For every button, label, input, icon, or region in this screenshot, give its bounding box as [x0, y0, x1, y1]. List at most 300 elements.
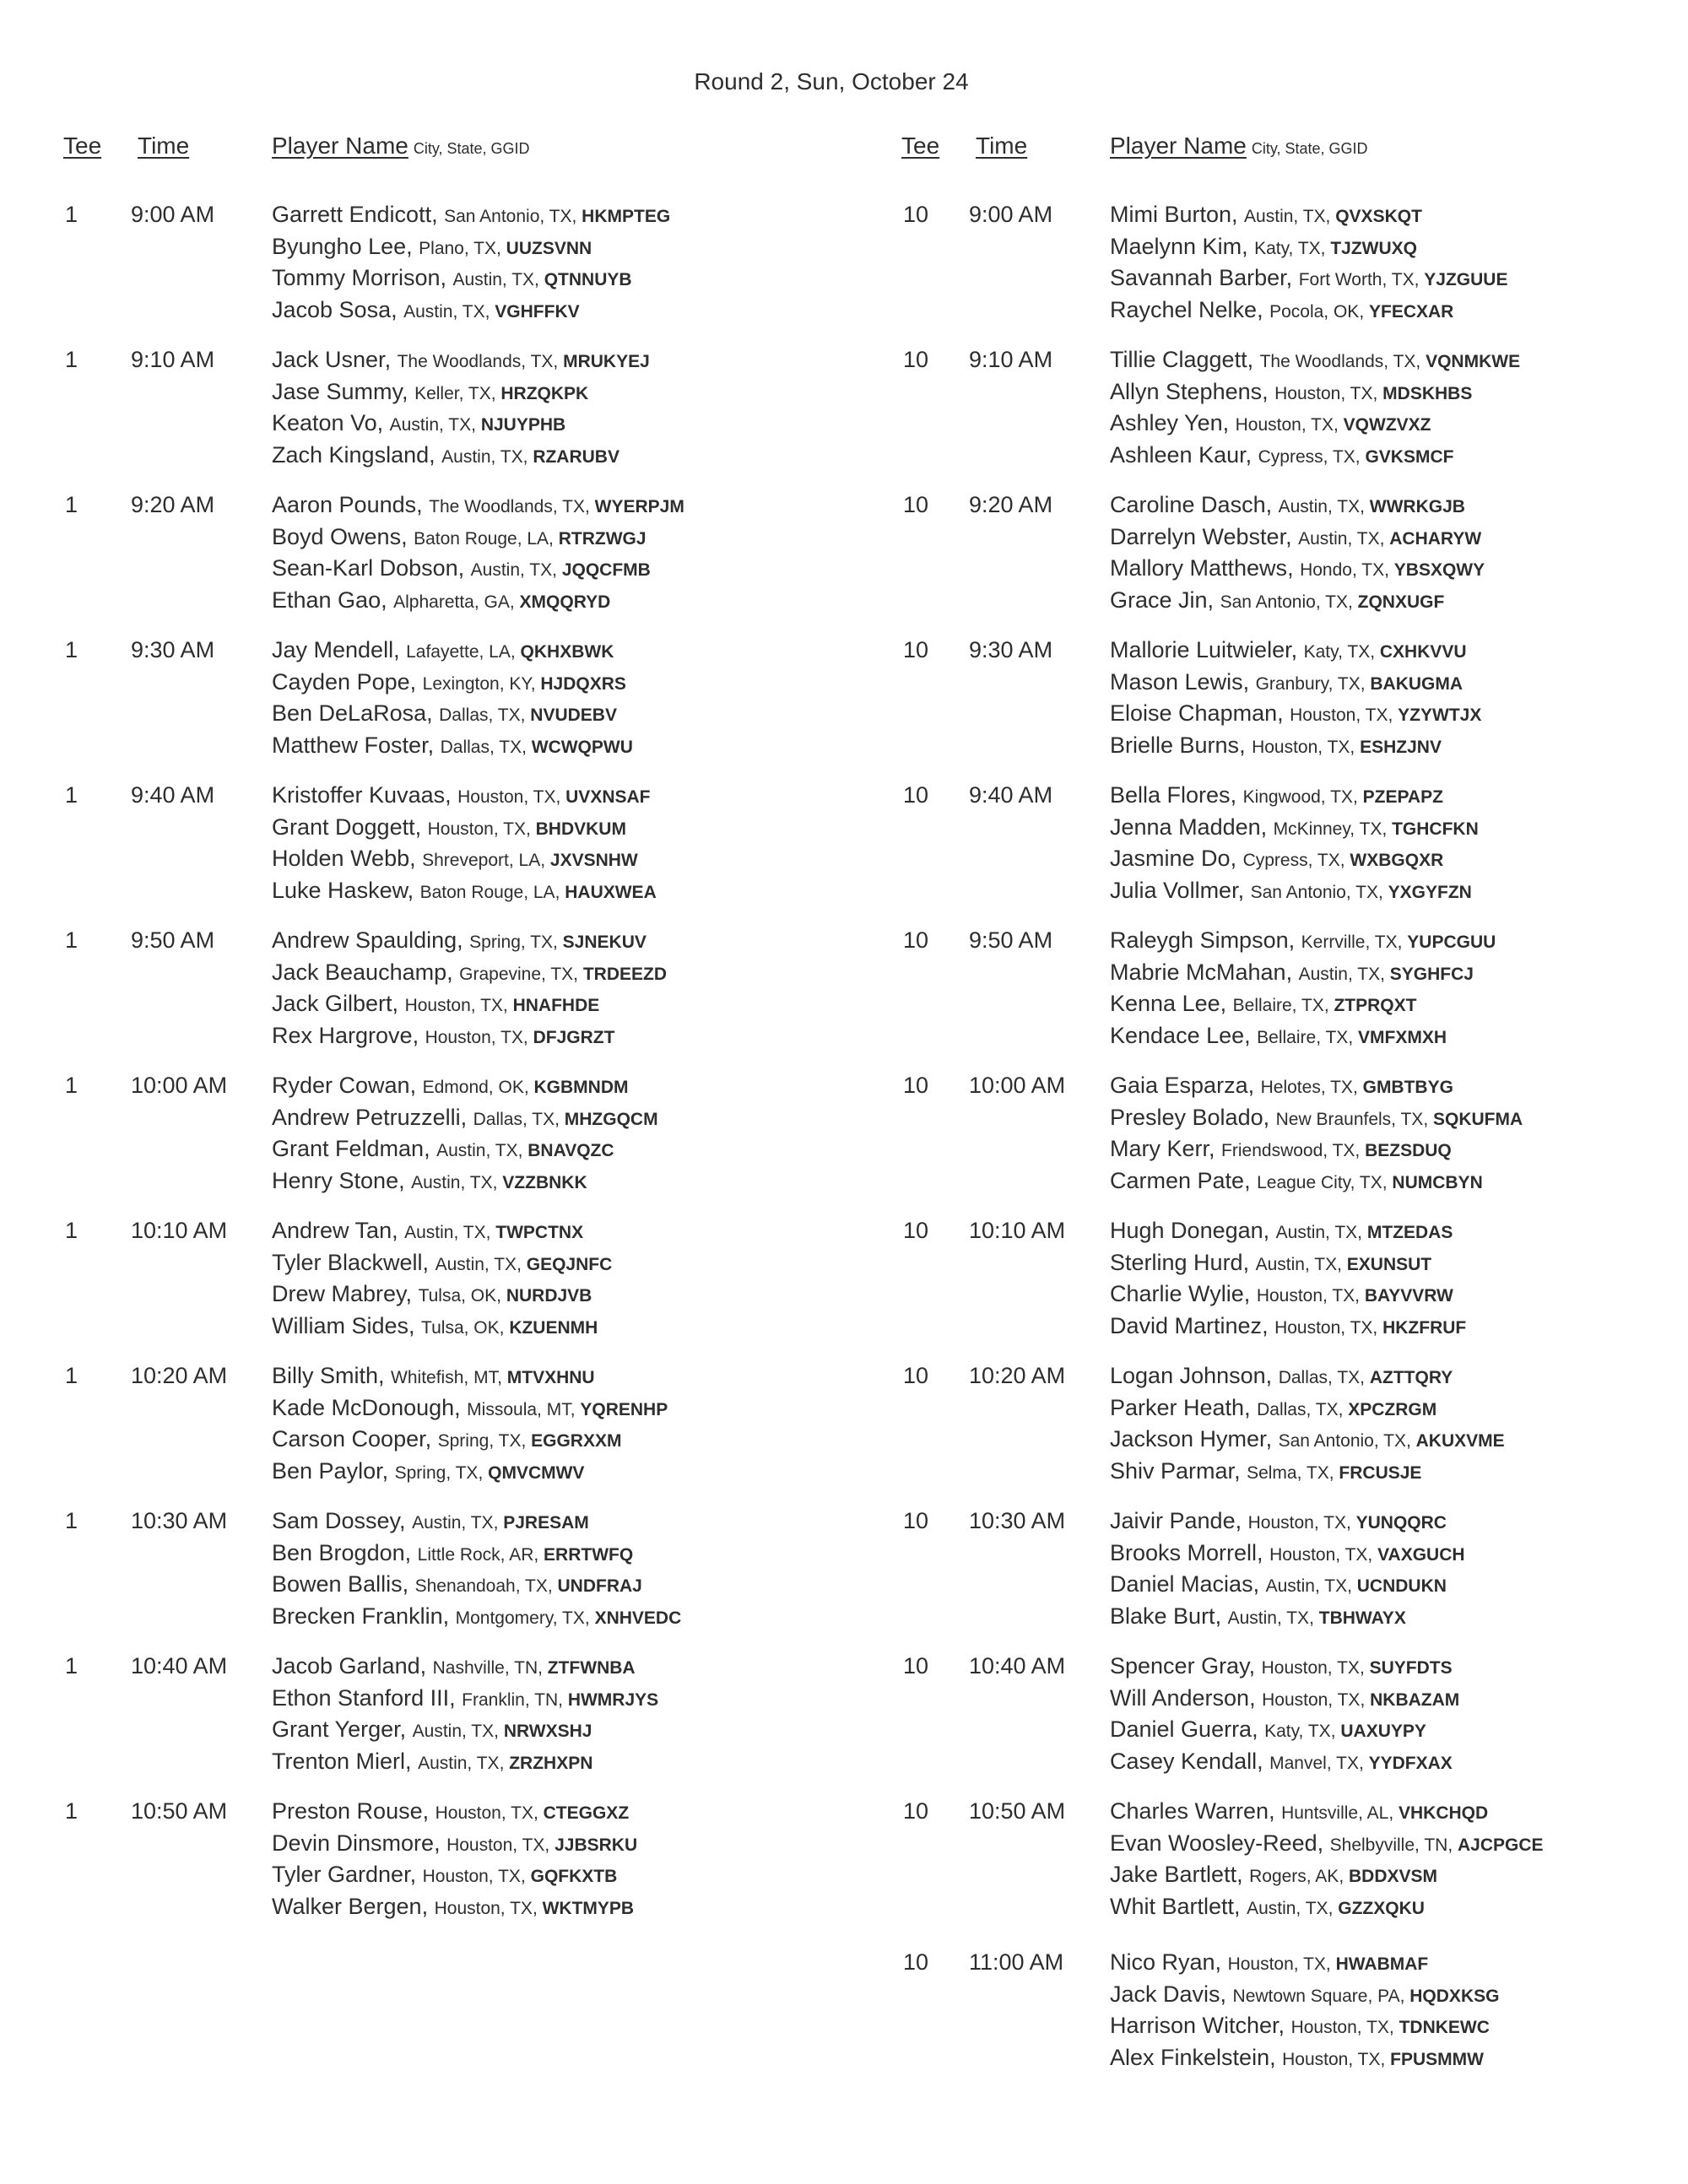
player-name: Kendace Lee	[1110, 1022, 1245, 1048]
tee-number: 10	[903, 1508, 929, 1533]
player-ggid: VHKCHQD	[1398, 1803, 1489, 1823]
tee-time-group	[901, 199, 1661, 344]
player-name: Jack Davis	[1110, 1981, 1220, 2007]
player-ggid: HQDXKSG	[1409, 1986, 1500, 2006]
tee-time-group	[63, 1070, 874, 1215]
separator: ,	[1337, 1254, 1347, 1274]
player-name: Kenna Lee	[1110, 991, 1220, 1017]
player-row: Jaivir Pande, Houston, TX, YUNQQRC	[1110, 1508, 1447, 1533]
player-ggid: TRDEEZD	[582, 964, 667, 984]
player-row: Jack Beauchamp, Grapevine, TX, TRDEEZD	[272, 959, 667, 985]
player-name: Brecken Franklin	[272, 1603, 443, 1629]
player-row: Julia Vollmer, San Antonio, TX, YXGYFZN	[1110, 877, 1472, 903]
player-name: Mabrie McMahan	[1110, 959, 1286, 985]
tee-time: 10:10 AM	[969, 1218, 1066, 1243]
player-location: Houston, TX	[1269, 1544, 1368, 1565]
player-name: Tyler Blackwell	[272, 1249, 423, 1275]
player-row: Jenna Madden, McKinney, TX, TGHCFKN	[1110, 814, 1479, 840]
player-location: Edmond, OK	[422, 1078, 524, 1097]
player-ggid: QTNNUYB	[544, 270, 632, 290]
player-name: Henry Stone	[272, 1167, 399, 1193]
player-name: Maelynn Kim	[1110, 233, 1242, 259]
player-name: Nico Ryan	[1110, 1949, 1215, 1975]
player-name: Jake Bartlett	[1110, 1862, 1237, 1888]
player-location: San Antonio, TX	[1220, 592, 1348, 612]
player-name: Drew Mabrey	[272, 1281, 406, 1307]
player-ggid: CXHKVVU	[1379, 642, 1467, 662]
player-name: Andrew Petruzzelli	[272, 1104, 461, 1130]
tee-time-group	[63, 1651, 874, 1796]
player-row: Andrew Spaulding, Spring, TX, SJNEKUV	[272, 927, 647, 953]
separator: ,	[533, 1803, 544, 1823]
player-ggid: MTZEDAS	[1366, 1223, 1453, 1242]
tee-time: 9:40 AM	[131, 782, 215, 808]
tee-time-group	[901, 925, 1661, 1070]
tee-time-group	[63, 1215, 874, 1360]
player-ggid: UUZSVNN	[506, 238, 592, 258]
player-location: Austin, TX	[1298, 964, 1381, 984]
separator: ,	[1359, 1658, 1370, 1678]
separator: ,	[555, 1109, 565, 1129]
player-ggid: DFJGRZT	[533, 1027, 615, 1047]
player-name: Gaia Esparza	[1110, 1073, 1248, 1098]
separator: ,	[520, 1867, 531, 1887]
player-location: Houston, TX	[425, 1027, 523, 1047]
player-name: Jack Gilbert	[272, 991, 392, 1017]
player-name: Byungho Lee	[272, 233, 407, 259]
separator: ,	[1388, 705, 1399, 726]
player-row: Tillie Claggett, The Woodlands, TX, VQNMKWE	[1110, 347, 1521, 372]
player-name: Mallorie Luitwieler	[1110, 637, 1291, 662]
player-list	[272, 1796, 874, 1922]
player-ggid: TWPCTNX	[495, 1223, 584, 1242]
player-row: Sean-Karl Dobson, Austin, TX, JQQCFMB	[272, 555, 651, 581]
player-ggid: HJDQXRS	[540, 673, 626, 694]
player-row: Logan Johnson, Dallas, TX, AZTTQRY	[1110, 1363, 1453, 1388]
player-ggid: VQNMKWE	[1426, 352, 1521, 371]
player-row: Devin Dinsmore, Houston, TX, JJBSRKU	[272, 1830, 638, 1856]
player-ggid: YZYWTJX	[1398, 705, 1482, 726]
player-row: Holden Webb, Shreveport, LA, JXVSNHW	[272, 846, 638, 872]
separator: ,	[1382, 819, 1393, 839]
header-time: Time	[976, 132, 1028, 159]
player-list	[1110, 489, 1661, 616]
separator: ,	[1328, 1462, 1339, 1483]
tee-number: 1	[65, 202, 78, 227]
separator: ,	[1348, 1027, 1358, 1047]
player-row: Mimi Burton, Austin, TX, QVXSKQT	[1110, 202, 1422, 227]
player-row: Preston Rouse, Houston, TX, CTEGGXZ	[272, 1798, 630, 1824]
player-name: Devin Dinsmore	[272, 1830, 435, 1856]
player-ggid: NVUDEBV	[530, 705, 617, 726]
player-name: Tommy Morrison	[272, 265, 441, 291]
player-row: Kristoffer Kuvaas, Houston, TX, UVXNSAF	[272, 782, 651, 808]
player-row: Cayden Pope, Lexington, KY, HJDQXRS	[272, 668, 626, 695]
player-row: Drew Mabrey, Tulsa, OK, NURDJVB	[272, 1281, 592, 1307]
player-list	[272, 635, 874, 761]
tee-number: 10	[903, 927, 929, 953]
separator: ,	[1339, 1867, 1349, 1887]
player-row: Charlie Wylie, Houston, TX, BAYVVRW	[1110, 1281, 1453, 1307]
player-name: David Martinez	[1110, 1312, 1263, 1338]
player-location: Austin, TX	[404, 1223, 486, 1242]
player-ggid: PJRESAM	[503, 1513, 589, 1533]
separator: ,	[1360, 673, 1371, 694]
player-ggid: VQWZVXZ	[1343, 415, 1431, 435]
tee-time-group	[901, 1651, 1661, 1796]
player-list	[272, 199, 874, 326]
player-location: Keller, TX	[414, 383, 491, 403]
separator: ,	[1355, 1141, 1366, 1161]
player-name: Bowen Ballis	[272, 1571, 403, 1597]
player-location: Houston, TX	[1227, 1954, 1326, 1974]
player-name: Ryder Cowan	[272, 1073, 410, 1098]
player-location: Austin, TX	[452, 270, 535, 290]
separator: ,	[1355, 1286, 1365, 1306]
player-ggid: KGBMNDM	[533, 1078, 629, 1097]
tee-groups	[901, 199, 1661, 2092]
player-name: Jackson Hymer	[1110, 1426, 1266, 1452]
player-ggid: XMQQRYD	[519, 592, 611, 612]
separator: ,	[1333, 415, 1344, 435]
player-row: Ashley Yen, Houston, TX, VQWZVXZ	[1110, 410, 1431, 436]
player-location: New Braunfels, TX	[1275, 1109, 1424, 1129]
player-location: Austin, TX	[1247, 1898, 1328, 1918]
player-location: Whitefish, MT	[391, 1368, 498, 1387]
tee-time: 9:10 AM	[131, 347, 215, 372]
player-location: Houston, TX	[1290, 2018, 1389, 2038]
player-location: Houston, TX	[422, 1867, 521, 1887]
player-name: Daniel Guerra	[1110, 1716, 1252, 1743]
player-location: Austin, TX	[1265, 1576, 1348, 1597]
separator: ,	[1360, 497, 1370, 516]
player-row: Spencer Gray, Houston, TX, SUYFDTS	[1110, 1653, 1453, 1679]
player-row: Allyn Stephens, Houston, TX, MDSKHBS	[1110, 378, 1473, 404]
player-row: Grant Doggett, Houston, TX, BHDVKUM	[272, 814, 626, 840]
player-row: Mary Kerr, Friendswood, TX, BEZSDUQ	[1110, 1136, 1452, 1162]
player-location: Tulsa, OK	[421, 1317, 500, 1338]
player-list	[1110, 1215, 1661, 1342]
separator: ,	[1377, 882, 1388, 902]
player-location: Lexington, KY	[422, 673, 531, 694]
player-ggid: VZZBNKK	[502, 1172, 587, 1192]
player-location: Grapevine, TX	[459, 964, 574, 984]
player-list	[1110, 1796, 1661, 1922]
player-list	[1110, 1070, 1661, 1197]
player-ggid: TJZWUXQ	[1330, 238, 1418, 258]
player-list	[272, 1651, 874, 1777]
separator: ,	[1415, 352, 1426, 371]
player-ggid: VMFXMXH	[1358, 1027, 1447, 1047]
player-row: Jacob Sosa, Austin, TX, VGHFFKV	[272, 296, 580, 322]
player-location: Austin, TX	[1275, 1223, 1358, 1242]
player-ggid: UCNDUKN	[1356, 1576, 1447, 1597]
player-location: Franklin, TN	[462, 1689, 559, 1710]
player-row: Charles Warren, Huntsville, AL, VHKCHQD	[1110, 1798, 1489, 1824]
player-location: Spring, TX	[469, 933, 553, 952]
player-row: Grant Yerger, Austin, TX, NRWXSHJ	[272, 1716, 592, 1743]
separator: ,	[1338, 1399, 1349, 1419]
player-row: Matthew Foster, Dallas, TX, WCWQPWU	[272, 732, 633, 758]
player-list	[1110, 1360, 1661, 1487]
header-tee: Tee	[63, 132, 102, 159]
player-ggid: UVXNSAF	[565, 787, 651, 807]
column-header	[63, 132, 874, 165]
player-name: Holden Webb	[272, 846, 410, 872]
tee-number: 1	[65, 1508, 78, 1533]
separator: ,	[1397, 933, 1408, 952]
player-row: Tyler Blackwell, Austin, TX, GEQJNFC	[272, 1249, 613, 1275]
player-name: Hugh Donegan	[1110, 1218, 1263, 1243]
tee-number: 10	[903, 1949, 929, 1975]
player-location: Houston, TX	[434, 1898, 533, 1918]
player-location: Austin, TX	[412, 1513, 494, 1533]
player-location: Spring, TX	[437, 1431, 522, 1451]
player-row: Whit Bartlett, Austin, TX, GZZXQKU	[1110, 1893, 1425, 1919]
tee-time: 9:30 AM	[131, 637, 215, 662]
separator: ,	[1357, 1223, 1367, 1242]
player-ggid: TDNKEWC	[1399, 2018, 1490, 2038]
player-location: Pocola, OK	[1269, 301, 1360, 322]
tee-time-group	[901, 1215, 1661, 1360]
player-name: Trenton Mierl	[272, 1748, 406, 1774]
header-player: Player Name	[1110, 132, 1247, 159]
player-list	[272, 780, 874, 906]
player-name: Walker Bergen	[272, 1893, 422, 1919]
tee-time: 9:30 AM	[969, 637, 1053, 662]
player-name: Rex Hargrove	[272, 1022, 413, 1048]
player-ggid: MHZGQCM	[564, 1109, 658, 1129]
tee-time: 9:50 AM	[131, 927, 215, 953]
separator: ,	[555, 787, 566, 807]
player-location: League City, TX	[1257, 1172, 1382, 1192]
player-name: Matthew Foster	[272, 732, 428, 758]
separator: ,	[1355, 446, 1366, 467]
player-ggid: JQQCFMB	[561, 560, 651, 581]
player-name: Spencer Gray	[1110, 1653, 1249, 1679]
player-location: Katy, TX	[1264, 1722, 1331, 1742]
player-location: Austin, TX	[412, 1722, 495, 1742]
separator: ,	[510, 642, 521, 662]
separator: ,	[1399, 1986, 1410, 2006]
player-ggid: QMVCMWV	[488, 1462, 585, 1483]
player-location: Newtown Square, PA	[1232, 1986, 1400, 2006]
tee-number: 1	[65, 492, 78, 517]
player-ggid: FPUSMMW	[1390, 2049, 1484, 2069]
player-location: Lafayette, LA	[406, 642, 511, 662]
player-location: Houston, TX	[1235, 415, 1334, 435]
player-location: Austin, TX	[1244, 207, 1326, 226]
tee-time: 9:10 AM	[969, 347, 1053, 372]
player-row: Ethan Gao, Alpharetta, GA, XMQQRYD	[272, 587, 611, 613]
separator: ,	[571, 207, 582, 226]
tee-time: 10:20 AM	[969, 1363, 1066, 1388]
tee-number: 10	[903, 492, 929, 517]
player-row: Maelynn Kim, Katy, TX, TJZWUXQ	[1110, 233, 1418, 259]
player-location: Montgomery, TX	[455, 1608, 585, 1628]
tee-time-group	[63, 925, 874, 1070]
player-ggid: QVXSKQT	[1335, 207, 1422, 226]
separator: ,	[553, 933, 563, 952]
player-row: Caroline Dasch, Austin, TX, WWRKGJB	[1110, 492, 1465, 517]
player-name: Jenna Madden	[1110, 814, 1261, 840]
player-ggid: ZTPRQXT	[1334, 996, 1417, 1016]
separator: ,	[1339, 851, 1350, 871]
player-location: Austin, TX	[411, 1172, 493, 1192]
player-ggid: EGGRXXM	[531, 1431, 622, 1451]
player-location: Austin, TX	[403, 301, 485, 322]
tee-number: 1	[65, 1653, 78, 1679]
player-ggid: UNDFRAJ	[557, 1576, 642, 1597]
separator: ,	[532, 1898, 543, 1918]
player-ggid: VGHFFKV	[495, 301, 580, 322]
player-row: Ben Brogdon, Little Rock, AR, ERRTWFQ	[272, 1539, 634, 1565]
player-row: Aaron Pounds, The Woodlands, TX, WYERPJM	[272, 492, 684, 517]
player-name: Mallory Matthews	[1110, 555, 1288, 581]
player-location: Houston, TX	[457, 787, 556, 807]
player-location: Austin, TX	[1298, 528, 1380, 549]
player-name: Aaron Pounds	[272, 492, 417, 517]
separator: ,	[1325, 1954, 1336, 1974]
player-row: Brooks Morrell, Houston, TX, VAXGUCH	[1110, 1539, 1465, 1565]
player-name: Sterling Hurd	[1110, 1249, 1243, 1275]
player-row: Will Anderson, Houston, TX, NKBAZAM	[1110, 1684, 1460, 1711]
player-ggid: YBSXQWY	[1393, 560, 1485, 581]
player-name: Ben Paylor	[272, 1457, 382, 1484]
player-name: Grant Feldman	[272, 1136, 425, 1162]
player-name: Casey Kendall	[1110, 1748, 1258, 1774]
tee-time-group	[63, 199, 874, 344]
left-column	[63, 132, 874, 1941]
player-row: Alex Finkelstein, Houston, TX, FPUSMMW	[1110, 2044, 1484, 2070]
player-location: Dallas, TX	[473, 1109, 555, 1129]
player-location: Austin, TX	[441, 446, 523, 467]
player-location: Dallas, TX	[440, 737, 522, 757]
tee-time: 10:00 AM	[131, 1073, 228, 1098]
player-location: Hondo, TX	[1300, 560, 1385, 581]
separator: ,	[517, 1254, 527, 1274]
separator: ,	[502, 996, 513, 1016]
tee-time: 9:50 AM	[969, 927, 1053, 953]
player-ggid: NRWXSHJ	[503, 1722, 592, 1742]
player-location: Dallas, TX	[1257, 1399, 1339, 1419]
separator: ,	[517, 1141, 528, 1161]
tee-number: 1	[65, 1363, 78, 1388]
tee-time: 9:20 AM	[131, 492, 215, 517]
player-ggid: BAYVVRW	[1364, 1286, 1453, 1306]
tee-time: 10:40 AM	[131, 1653, 228, 1679]
separator: ,	[522, 1027, 533, 1047]
separator: ,	[1330, 1722, 1341, 1742]
player-ggid: VAXGUCH	[1377, 1544, 1465, 1565]
player-location: Houston, TX	[1290, 705, 1388, 726]
player-name: Raychel Nelke	[1110, 296, 1258, 322]
player-name: William Sides	[272, 1312, 409, 1338]
player-row: Daniel Macias, Austin, TX, UCNDUKN	[1110, 1571, 1447, 1597]
player-location: McKinney, TX	[1273, 819, 1382, 839]
player-name: Savannah Barber	[1110, 265, 1286, 291]
player-location: Fort Worth, TX	[1298, 270, 1415, 290]
player-row: Mallorie Luitwieler, Katy, TX, CXHKVVU	[1110, 637, 1467, 662]
player-row: Ben DeLaRosa, Dallas, TX, NVUDEBV	[272, 700, 617, 727]
header-sub: City, State, GGID	[1251, 140, 1368, 157]
separator: ,	[555, 882, 565, 902]
player-name: Jack Beauchamp	[272, 959, 447, 985]
player-name: Tyler Gardner	[272, 1862, 410, 1888]
player-ggid: XPCZRGM	[1348, 1399, 1437, 1419]
player-name: Zach Kingsland	[272, 441, 430, 468]
player-name: Boyd Owens	[272, 523, 402, 549]
player-location: Houston, TX	[1247, 1513, 1346, 1533]
separator: ,	[1388, 1803, 1399, 1823]
player-ggid: HRZQKPK	[500, 383, 589, 403]
separator: ,	[1347, 592, 1358, 612]
player-row: Daniel Guerra, Katy, TX, UAXUYPY	[1110, 1716, 1426, 1743]
separator: ,	[549, 528, 559, 549]
player-row: Andrew Tan, Austin, TX, TWPCTNX	[272, 1218, 584, 1243]
player-row: David Martinez, Houston, TX, HKZFRUF	[1110, 1312, 1467, 1338]
player-ggid: RZARUBV	[533, 446, 619, 467]
player-ggid: YUNQQRC	[1355, 1513, 1447, 1533]
player-row: Jackson Hymer, San Antonio, TX, AKUXVME	[1110, 1426, 1505, 1452]
player-list	[272, 1506, 874, 1632]
tee-groups	[63, 199, 874, 1941]
player-list	[272, 344, 874, 471]
column-header	[901, 132, 1661, 165]
player-row: Walker Bergen, Houston, TX, WKTMYPB	[272, 1893, 635, 1919]
player-name: Sean-Karl Dobson	[272, 555, 458, 581]
player-name: Ethan Gao	[272, 587, 381, 613]
player-ggid: PZEPAPZ	[1362, 787, 1443, 807]
player-ggid: ZTFWNBA	[547, 1658, 636, 1678]
player-row: Ethon Stanford III, Franklin, TN, HWMRJYS	[272, 1684, 659, 1711]
player-location: San Antonio, TX	[1278, 1431, 1406, 1451]
player-name: Garrett Endicott	[272, 202, 432, 227]
tee-time: 9:20 AM	[969, 492, 1053, 517]
player-location: Austin, TX	[1278, 497, 1361, 516]
player-row: Byungho Lee, Plano, TX, UUZSVNN	[272, 233, 592, 259]
player-ggid: SQKUFMA	[1432, 1109, 1523, 1129]
player-ggid: HAUXWEA	[565, 882, 657, 902]
separator: ,	[1367, 1544, 1378, 1565]
player-location: Nashville, TN	[432, 1658, 538, 1678]
player-location: Alpharetta, GA	[393, 592, 510, 612]
player-row: Parker Heath, Dallas, TX, XPCZRGM	[1110, 1394, 1437, 1420]
player-list	[272, 489, 874, 616]
player-location: Dallas, TX	[1278, 1368, 1361, 1387]
player-ggid: AZTTQRY	[1369, 1368, 1453, 1387]
tee-time-group	[63, 1796, 874, 1941]
player-name: Shiv Parmar	[1110, 1457, 1235, 1484]
tee-time-group	[901, 1360, 1661, 1506]
player-list	[1110, 925, 1661, 1051]
separator: ,	[538, 1658, 548, 1678]
player-name: Ben Brogdon	[272, 1539, 405, 1565]
player-ggid: BAKUGMA	[1370, 673, 1463, 694]
player-ggid: WWRKGJB	[1369, 497, 1465, 516]
separator: ,	[1372, 383, 1383, 403]
player-location: Baton Rouge, LA	[419, 882, 555, 902]
tee-time: 10:00 AM	[969, 1073, 1066, 1098]
player-ggid: GVKSMCF	[1365, 446, 1454, 467]
tee-time-group	[901, 1796, 1661, 1941]
player-location: Houston, TX	[1261, 1658, 1360, 1678]
player-location: Rogers, AK	[1249, 1867, 1339, 1887]
player-ggid: BHDVKUM	[535, 819, 626, 839]
separator: ,	[1323, 996, 1334, 1016]
player-location: Austin, TX	[436, 1141, 518, 1161]
separator: ,	[1423, 1109, 1433, 1129]
